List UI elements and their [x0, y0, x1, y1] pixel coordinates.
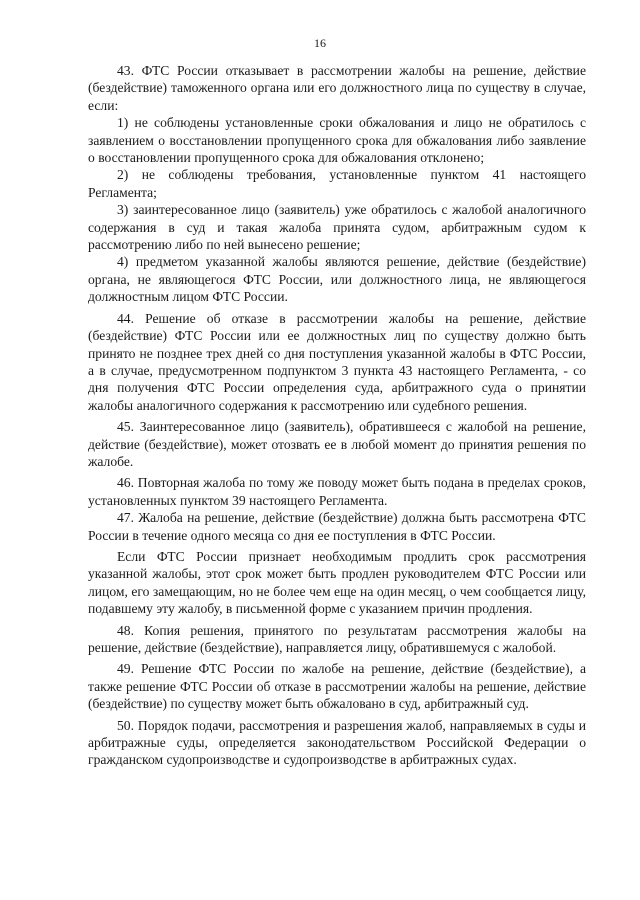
paragraph-43-item-2: 2) не соблюдены требования, установленные пунктом 41 настоящего Регламента;: [88, 167, 586, 200]
paragraph-47-extension: Если ФТС России признает необходимым продлить срок рассмотрения указанной жалобы, этот срок может быть продлен руководителем ФТС России или лицом, его замещающим, но не более чем еще на один месяц, о чем сообщается лицу, подавшему эту жалобу, в письменной форме с указанием причин продления.: [88, 548, 586, 617]
paragraph-43-item-1: 1) не соблюдены установленные сроки обжалования и лицо не обратилось с заявлением о восстановлении пропущенного срока для обжалования либо заявление о восстановлении пропущенного срока для обжалования отклонено;: [88, 115, 586, 166]
page-number: 16: [314, 36, 326, 50]
paragraph-46: 46. Повторная жалоба по тому же поводу может быть подана в пределах сроков, установленных пунктом 39 настоящего Регламента.: [88, 475, 586, 508]
paragraph-43-item-3: 3) заинтересованное лицо (заявитель) уже обратилось с жалобой аналогичного содержания в суд и такая жалоба принята судом, арбитражным судом к рассмотрению либо по ней вынесено решение;: [88, 202, 586, 253]
paragraph-43: 43. ФТС России отказывает в рассмотрении жалобы на решение, действие (бездействие) таможенного органа или его должностного лица по существу в случае, если:: [88, 63, 586, 113]
paragraph-44: 44. Решение об отказе в рассмотрении жалобы на решение, действие (бездействие) ФТС России или ее должностных лиц по существу должно быть принято не позднее трех дней со дня поступления указанной жалобы в ФТС России, а в случае, предусмотренном подпунктом 3 пункта 43 настоящего Регламента, - со дня получения ФТС России определения суда, арбитражного суда о принятии жалобы аналогичного содержания к рассмотрению или судебного решения.: [88, 310, 586, 413]
document-body: [88, 62, 586, 769]
paragraph-47: 47. Жалоба на решение, действие (бездействие) должна быть рассмотрена ФТС России в течение одного месяца со дня ее поступления в ФТС России.: [88, 510, 586, 543]
paragraph-48: 48. Копия решения, принятого по результатам рассмотрения жалобы на решение, действие (бездействие), направляется лицу, обратившемуся с жалобой.: [88, 622, 586, 655]
paragraph-45: 45. Заинтересованное лицо (заявитель), обратившееся с жалобой на решение, действие (бездействие), может отозвать ее в любой момент до принятия решения по жалобе.: [88, 419, 586, 469]
paragraph-50: 50. Порядок подачи, рассмотрения и разрешения жалоб, направляемых в суды и арбитражные суды, определяется законодательством Российской Федерации о гражданском судопроизводстве и судопроизводстве в арбитражных судах.: [88, 717, 586, 768]
paragraph-43-item-4: 4) предметом указанной жалобы являются решение, действие (бездействие) органа, не являющегося ФТС России, или должностного лица, не являющегося должностным лицом ФТС России.: [88, 254, 586, 305]
paragraph-49: 49. Решение ФТС России по жалобе на решение, действие (бездействие), а также решение ФТС России об отказе в рассмотрении жалобы на решение, действие (бездействие) по существу может быть обжаловано в суд, арбитражный суд.: [88, 661, 586, 712]
